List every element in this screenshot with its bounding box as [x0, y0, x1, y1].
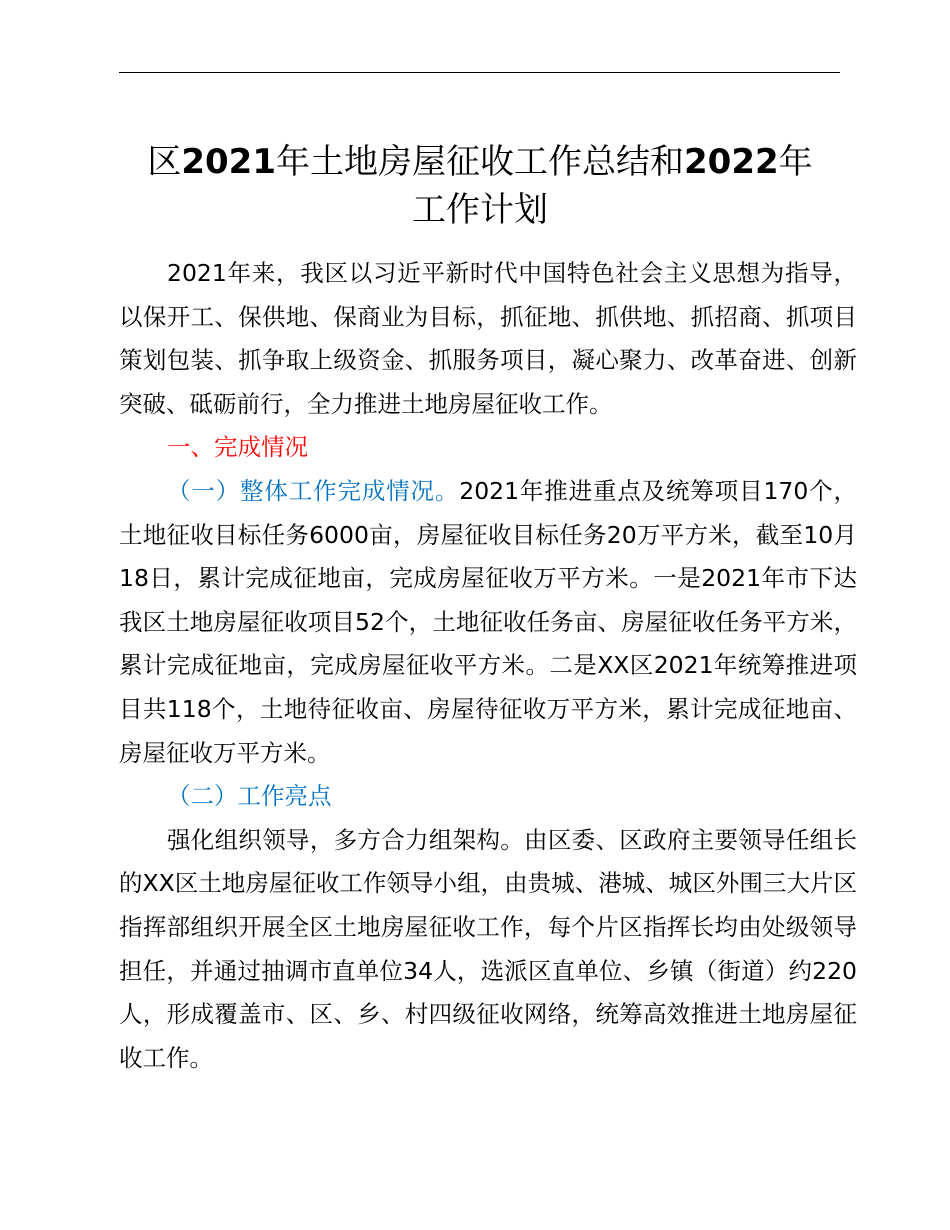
highlights-paragraph: 强化组织领导，多方合力组架构。由区委、区政府主要领导任组长的XX区土地房屋征收工作领导小组，由贵城、港城、城区外围三大片区指挥部组织开展全区土地房屋征收工作，每个片区指挥长均由处级领导担任，并通过抽调市直单位34人，选派区直单位、乡镇（街道）约220人，形成覆盖市、区、乡、村四级征收网络，统筹高效推进土地房屋征收工作。	[119, 825, 857, 1072]
section-heading-completion	[119, 426, 857, 470]
subheading-highlights: （二）工作亮点	[167, 782, 332, 811]
title-suffix: 年	[778, 142, 813, 182]
document-title	[100, 138, 860, 234]
intro-paragraph: 2021年来，我区以习近平新时代中国特色社会主义思想为指导，以保开工、保供地、保商业为目标，抓征地、抓供地、抓招商、抓项目策划包装、抓争取上级资金、抓服务项目，凝心聚力、改革奋进、创新突破、砥砺前行，全力推进土地房屋征收工作。	[119, 259, 857, 418]
title-prefix: 区	[147, 142, 182, 182]
section-heading-text: 一、完成情况	[167, 433, 308, 462]
overall-completion-text: 2021年推进重点及统筹项目170个，土地征收目标任务6000亩，房屋征收目标任务20万平方米，截至10月18日，累计完成征地亩，完成房屋征收万平方米。一是2021年市下达我区土地房屋征收项目52个，土地征收任务亩、房屋征收任务平方米，累计完成征地亩，完成房屋征收平方米。二是XX区2021年统筹推进项目共118个，土地待征收亩、房屋待征收万平方米，累计完成征地亩、房屋征收万平方米。	[119, 476, 858, 767]
title-middle: 年土地房屋征收工作总结和	[276, 142, 684, 182]
overall-completion-paragraph	[119, 470, 857, 775]
subheading-overall: （一）整体工作完成情况。	[167, 476, 460, 505]
header-rule	[119, 72, 840, 73]
highlights-heading-paragraph	[119, 775, 857, 819]
title-year-2022: 2022	[684, 142, 779, 182]
document-body	[119, 252, 857, 1080]
title-line-1	[100, 138, 860, 186]
title-year-2021: 2021	[181, 142, 276, 182]
title-line-2: 工作计划	[412, 190, 548, 230]
